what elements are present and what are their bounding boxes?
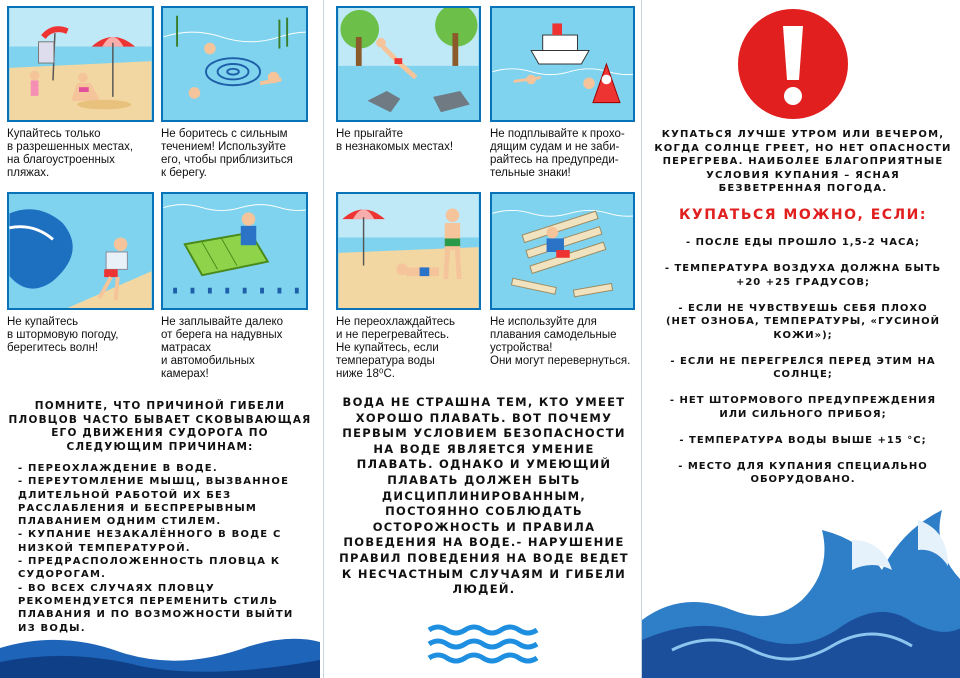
list-item: - ПОСЛЕ ЕДЫ ПРОШЛО 1,5-2 ЧАСА; bbox=[685, 237, 921, 248]
illustration-storm-waves bbox=[7, 192, 154, 310]
illustration-strong-current bbox=[161, 6, 308, 122]
swimming-safety-text: ВОДА НЕ СТРАШНА ТЕМ, КТО УМЕЕТ ХОРОШО ПЛАВАТЬ. ВОТ ПОЧЕМУ ПЕРВЫМ УСЛОВИЕМ БЕЗОПАСНОСТИ НА ВОДЕ ЯВЛЯЕТСЯ УМЕНИЕ ПЛАВАТЬ. ОДНАКО И УМЕЮЩИЙ ПЛАВАТЬ ДОЛЖЕН БЫТЬ ДИСЦИПЛИНИРОВАННЫМ, ПОСТОЯННО СОБЛЮДАТЬ ОСТОРОЖНОСТЬ И ПРАВИЛА ПОВЕДЕНИЯ НА ВОДЕ.- НАРУШЕНИЕ ПРАВИЛ ПОВЕДЕНИЯ НА ВОДЕ ВЕДЕТ К НЕСЧАСТНЫМ СЛУЧАЯМ И ГИБЕЛИ ЛЮДЕЙ. bbox=[339, 395, 629, 597]
panel-right bbox=[641, 0, 960, 678]
caption-allowed-places: Купайтесь только в разрешенных местах, на благоустроенных пляжах. bbox=[7, 128, 134, 179]
illustration-overheating bbox=[336, 192, 481, 310]
caption-diving: Не прыгайте в незнакомых местах! bbox=[336, 128, 454, 153]
illustration-inflatable-mattress bbox=[161, 192, 308, 310]
illustration-diving bbox=[336, 6, 481, 122]
decorative-wave-left bbox=[0, 628, 320, 678]
list-item: - ТЕМПЕРАТУРА ВОДЫ ВЫШЕ +15 °С; bbox=[679, 434, 927, 446]
list-item: - ВО ВСЕХ СЛУЧАЯХ ПЛОВЦУ РЕКОМЕНДУЕТСЯ ПЕРЕМЕНИТЬ СТИЛЬ ПЛАВАНИЯ И ПО ВОЗМОЖНОСТИ ВЫЙТИ ИЗ ВОДЫ. bbox=[18, 582, 294, 634]
caption-storm: Не купайтесь в штормовую погоду, берегитесь волн! bbox=[7, 316, 119, 354]
list-item: - ПРЕДРАСПОЛОЖЕННОСТЬ ПЛОВЦА К СУДОРОГАМ. bbox=[18, 556, 281, 581]
list-item: - ПЕРЕОХЛАЖДЕНИЕ В ВОДЕ. bbox=[18, 463, 218, 474]
conditions-list bbox=[658, 236, 948, 499]
caption-ships: Не подплывайте к прохо- дящим судам и не заби- райтесь на предупреди- тельные знаки! bbox=[490, 128, 625, 179]
list-item: - КУПАНИЕ НЕЗАКАЛЁННОГО В ВОДЕ С НИЗКОЙ ТЕМПЕРАТУРОЙ. bbox=[18, 529, 282, 554]
list-item: - ЕСЛИ НЕ ЧУВСТВУЕШЬ СЕБЯ ПЛОХО (НЕТ ОЗНОБА, ТЕМПЕРАТУРЫ, «ГУСИНОЙ КОЖИ»); bbox=[665, 302, 941, 341]
illustration-beach-allowed bbox=[7, 6, 154, 122]
list-item: - ЕСЛИ НЕ ПЕРЕГРЕЛСЯ ПЕРЕД ЭТИМ НА СОЛНЦЕ; bbox=[670, 355, 936, 380]
illustration-ships bbox=[490, 6, 635, 122]
caption-strong-current: Не боритесь с сильным течением! Используйте его, чтобы приблизиться к берегу. bbox=[161, 128, 293, 179]
caption-inflatable: Не заплывайте далеко от берега на надувных матрасах и автомобильных камерах! bbox=[161, 316, 284, 380]
caption-homemade-raft: Не используйте для плавания самодельные устройства! Они могут перевернуться. bbox=[490, 316, 631, 367]
list-item: - НЕТ ШТОРМОВОГО ПРЕДУПРЕЖДЕНИЯ ИЛИ СИЛЬНОГО ПРИБОЯ; bbox=[669, 395, 937, 420]
cramp-heading: ПОМНИТЕ, ЧТО ПРИЧИНОЙ ГИБЕЛИ ПЛОВЦОВ ЧАСТО БЫВАЕТ СКОВЫВАЮЩАЯ ЕГО ДВИЖЕНИЯ СУДОРОГА ПО СЛЕДУЮЩИМ ПРИЧИНАМ: bbox=[8, 400, 312, 453]
conditions-title: КУПАТЬСЯ МОЖНО, ЕСЛИ: bbox=[678, 207, 927, 223]
list-item: - ТЕМПЕРАТУРА ВОЗДУХА ДОЛЖНА БЫТЬ +20 +25 ГРАДУСОВ; bbox=[664, 263, 942, 288]
decorative-wave-right bbox=[642, 500, 960, 678]
list-item: - ПЕРЕУТОМЛЕНИЕ МЫШЦ, ВЫЗВАННОЕ ДЛИТЕЛЬНОЙ РАБОТОЙ ИХ БЕЗ РАССЛАБЛЕНИЯ И БЕСПРЕРЫВНЫМ ПЛАВАНИЕМ ОДНИМ СТИЛЕМ. bbox=[18, 476, 290, 528]
panel-middle bbox=[323, 0, 641, 678]
exclamation-icon bbox=[737, 8, 849, 120]
swimming-time-intro: КУПАТЬСЯ ЛУЧШЕ УТРОМ ИЛИ ВЕЧЕРОМ, КОГДА СОЛНЦЕ ГРЕЕТ, НО НЕТ ОПАСНОСТИ ПЕРЕГРЕВА. НАИБОЛЕЕ БЛАГОПРИЯТНЫЕ УСЛОВИЯ КУПАНИЯ – ЯСНАЯ БЕЗВЕТРЕННАЯ ПОГОДА. bbox=[654, 129, 952, 194]
waves-icon bbox=[427, 622, 541, 668]
caption-overheating: Не переохлаждайтесь и не перегревайтесь. Не купайтесь, если температура воды ниже 18⁰С. bbox=[336, 316, 455, 380]
cramp-reasons-list bbox=[18, 462, 308, 635]
illustration-homemade-raft bbox=[490, 192, 635, 310]
list-item: - МЕСТО ДЛЯ КУПАНИЯ СПЕЦИАЛЬНО ОБОРУДОВАНО. bbox=[678, 460, 928, 485]
panel-left bbox=[0, 0, 320, 678]
